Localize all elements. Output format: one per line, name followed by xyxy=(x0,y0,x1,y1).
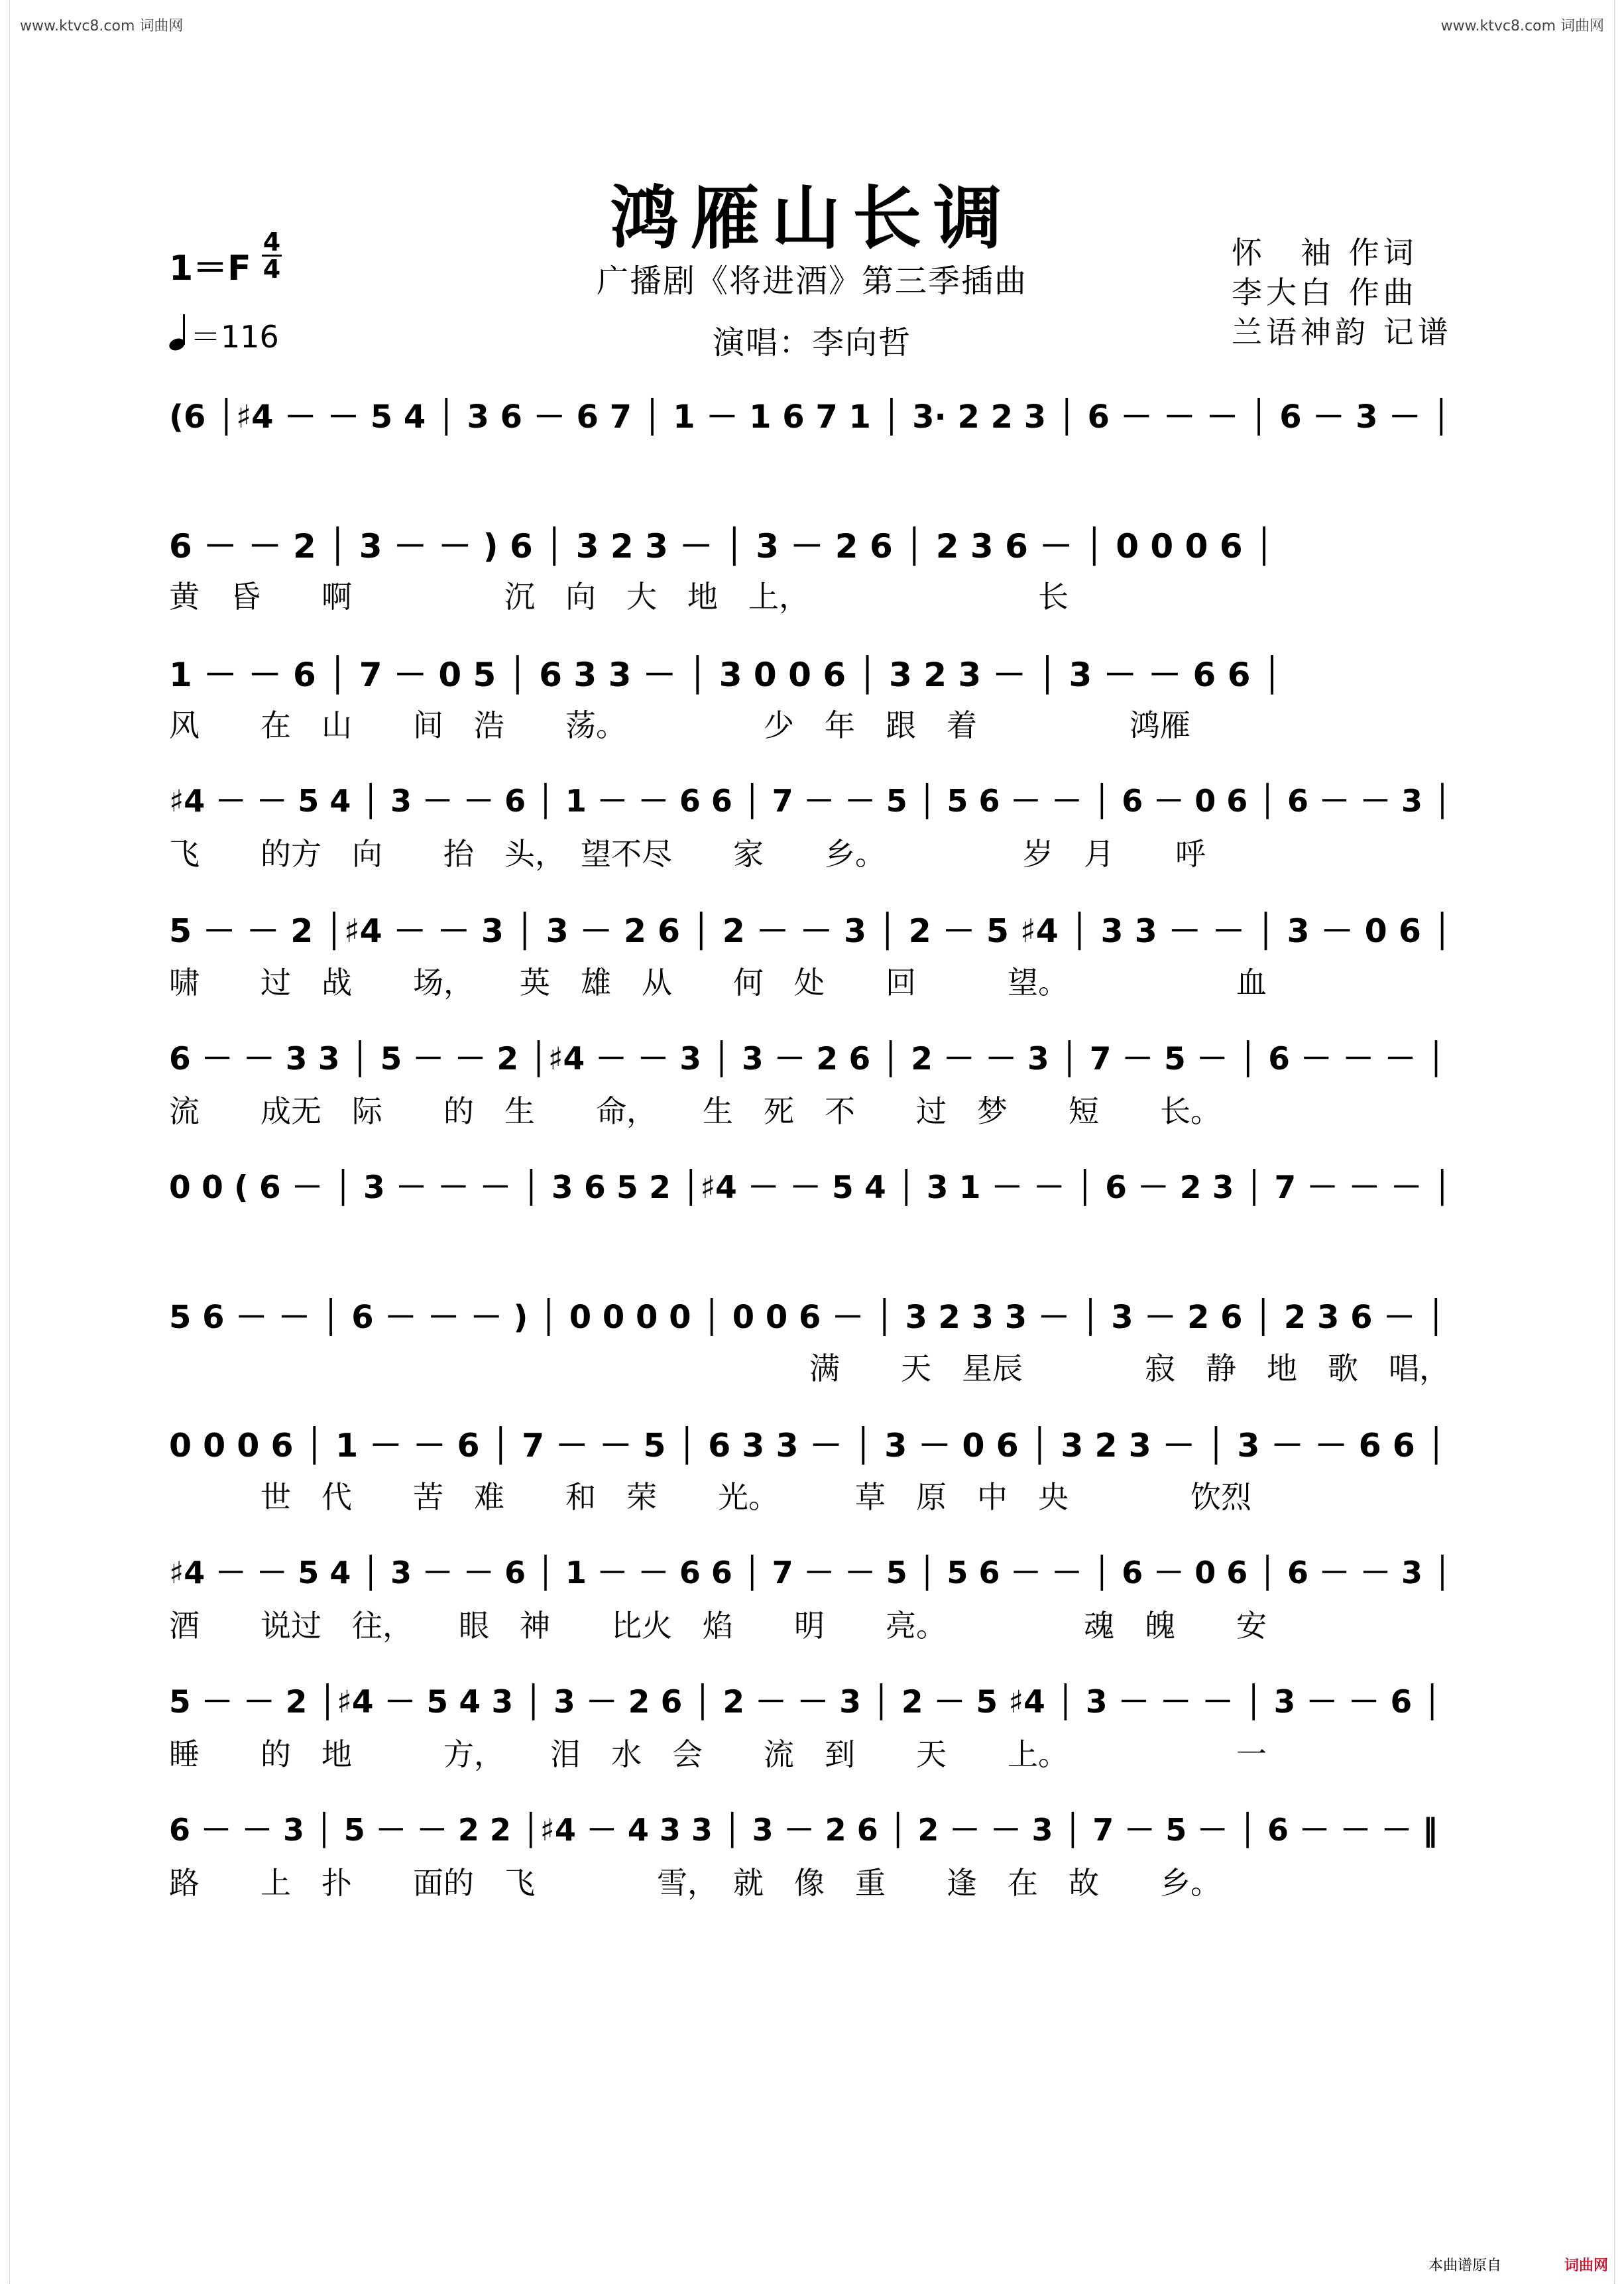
lyrics-line: 睡 的 地 方， 泪 水 会 流 到 天 上。 一 xyxy=(169,1736,1267,1772)
lyrics-line: 流 成无 际 的 生 命， 生 死 不 过 梦 短 长。 xyxy=(169,1093,1221,1129)
footer-source-label: 本曲谱原自 xyxy=(1428,2257,1502,2274)
tempo-value: ＝116 xyxy=(190,319,279,355)
lyrics-line: 飞 的方 向 抬 头， 望不尽 家 乡。 岁 月 呼 xyxy=(169,836,1206,872)
notation-line: ♯4 － － 5 4 │ 3 － － 6 │ 1 － － 6 6 │ 7 － － 5 │ 5 6 － － │ 6 － 0 6 │ 6 － － 3 │ xyxy=(169,1555,1452,1591)
site-header-right: www.ktvc8.com 词曲网 xyxy=(1440,18,1604,34)
lyrics-line: 满 天 星辰 寂 静 地 歌 唱， xyxy=(169,1351,1450,1386)
lyrics-line: 风 在 山 间 浩 荡。 少 年 跟 着 鸿雁 xyxy=(169,707,1190,743)
lyrics-line: 路 上 扑 面的 飞 雪， 就 像 重 逢 在 故 乡。 xyxy=(169,1865,1221,1901)
notation-line: 6 － － 3 │ 5 － － 2 2 │♯4 － 4 3 3 │ 3 － 2 6 │ 2 － － 3 │ 7 － 5 － │ 6 － － － ‖ xyxy=(169,1812,1438,1848)
notation-line: 5 － － 2 │♯4 － － 3 │ 3 － 2 6 │ 2 － － 3 │ 2 － 5 ♯4 │ 3 3 － － │ 3 － 0 6 │ xyxy=(169,912,1452,950)
notation-line: 6 － － 3 3 │ 5 － － 2 │♯4 － － 3 │ 3 － 2 6 │ 2 － － 3 │ 7 － 5 － │ 6 － － － │ xyxy=(169,1041,1446,1077)
time-signature-bottom: 4 xyxy=(262,255,281,284)
notation-line: 1 － － 6 │ 7 － 0 5 │ 6 3 3 － │ 3 0 0 6 │ 3 2 3 － │ 3 － － 6 6 │ xyxy=(169,656,1283,694)
time-signature-top: 4 xyxy=(262,227,281,257)
notation-line: 6 － － 2 │ 3 － － ) 6 │ 3 2 3 － │ 3 － 2 6 │ 2 3 6 － │ 0 0 0 6 │ xyxy=(169,527,1275,566)
notation-line: 0 0 0 6 │ 1 － － 6 │ 7 － － 5 │ 6 3 3 － │ 3 － 0 6 │ 3 2 3 － │ 3 － － 6 6 │ xyxy=(169,1427,1446,1465)
song-title: 鸿雁山长调 xyxy=(609,177,1014,259)
notation-line: ♯4 － － 5 4 │ 3 － － 6 │ 1 － － 6 6 │ 7 － － 5 │ 5 6 － － │ 6 － 0 6 │ 6 － － 3 │ xyxy=(169,783,1452,819)
lyrics-line: 酒 说过 往， 眼 神 比火 焰 明 亮。 魂 魄 安 xyxy=(169,1608,1267,1644)
site-header-left: www.ktvc8.com 词曲网 xyxy=(20,18,184,34)
tempo-marking xyxy=(169,313,279,357)
singer-credit: 演唱：李向哲 xyxy=(712,324,911,361)
notation-line: 0 0 ( 6 － │ 3 － － － │ 3 6 5 2 │♯4 － － 5 4 │ 3 1 － － │ 6 － 2 3 │ 7 － － － │ xyxy=(169,1170,1452,1206)
lyrics-line: 黄 昏 啊 沉 向 大 地 上， 长 xyxy=(169,579,1069,615)
notation-line: 5 － － 2 │♯4 － 5 4 3 │ 3 － 2 6 │ 2 － － 3 │ 2 － 5 ♯4 │ 3 － － － │ 3 － － 6 │ xyxy=(169,1684,1442,1720)
footer-brand: 词曲网 xyxy=(1564,2257,1609,2274)
lyricist-credit: 怀 袖 作词 xyxy=(1232,235,1418,270)
time-signature xyxy=(262,227,282,284)
lyrics-line: 啸 过 战 场， 英 雄 从 何 处 回 望。 血 xyxy=(169,965,1267,1000)
notation-line: 5 6 － － │ 6 － － － ) │ 0 0 0 0 │ 0 0 6 － │ 3 2 3 3 － │ 3 － 2 6 │ 2 3 6 － │ xyxy=(169,1299,1446,1336)
lyrics-line: 世 代 苦 难 和 荣 光。 草 原 中 央 饮烈 xyxy=(169,1479,1251,1515)
transcriber-credit: 兰语神韵 记谱 xyxy=(1232,314,1452,350)
notation-line: (6 │♯4 － － 5 4 │ 3 6 － 6 7 │ 1 － 1 6 7 1 │ 3· 2 2 3 │ 6 － － － │ 6 － 3 － │ xyxy=(169,398,1451,436)
song-subtitle: 广播剧《将进酒》第三季插曲 xyxy=(596,263,1027,300)
key-signature: 1＝F xyxy=(169,249,251,288)
composer-credit: 李大白 作曲 xyxy=(1232,274,1418,310)
quarter-note-icon xyxy=(169,313,186,353)
